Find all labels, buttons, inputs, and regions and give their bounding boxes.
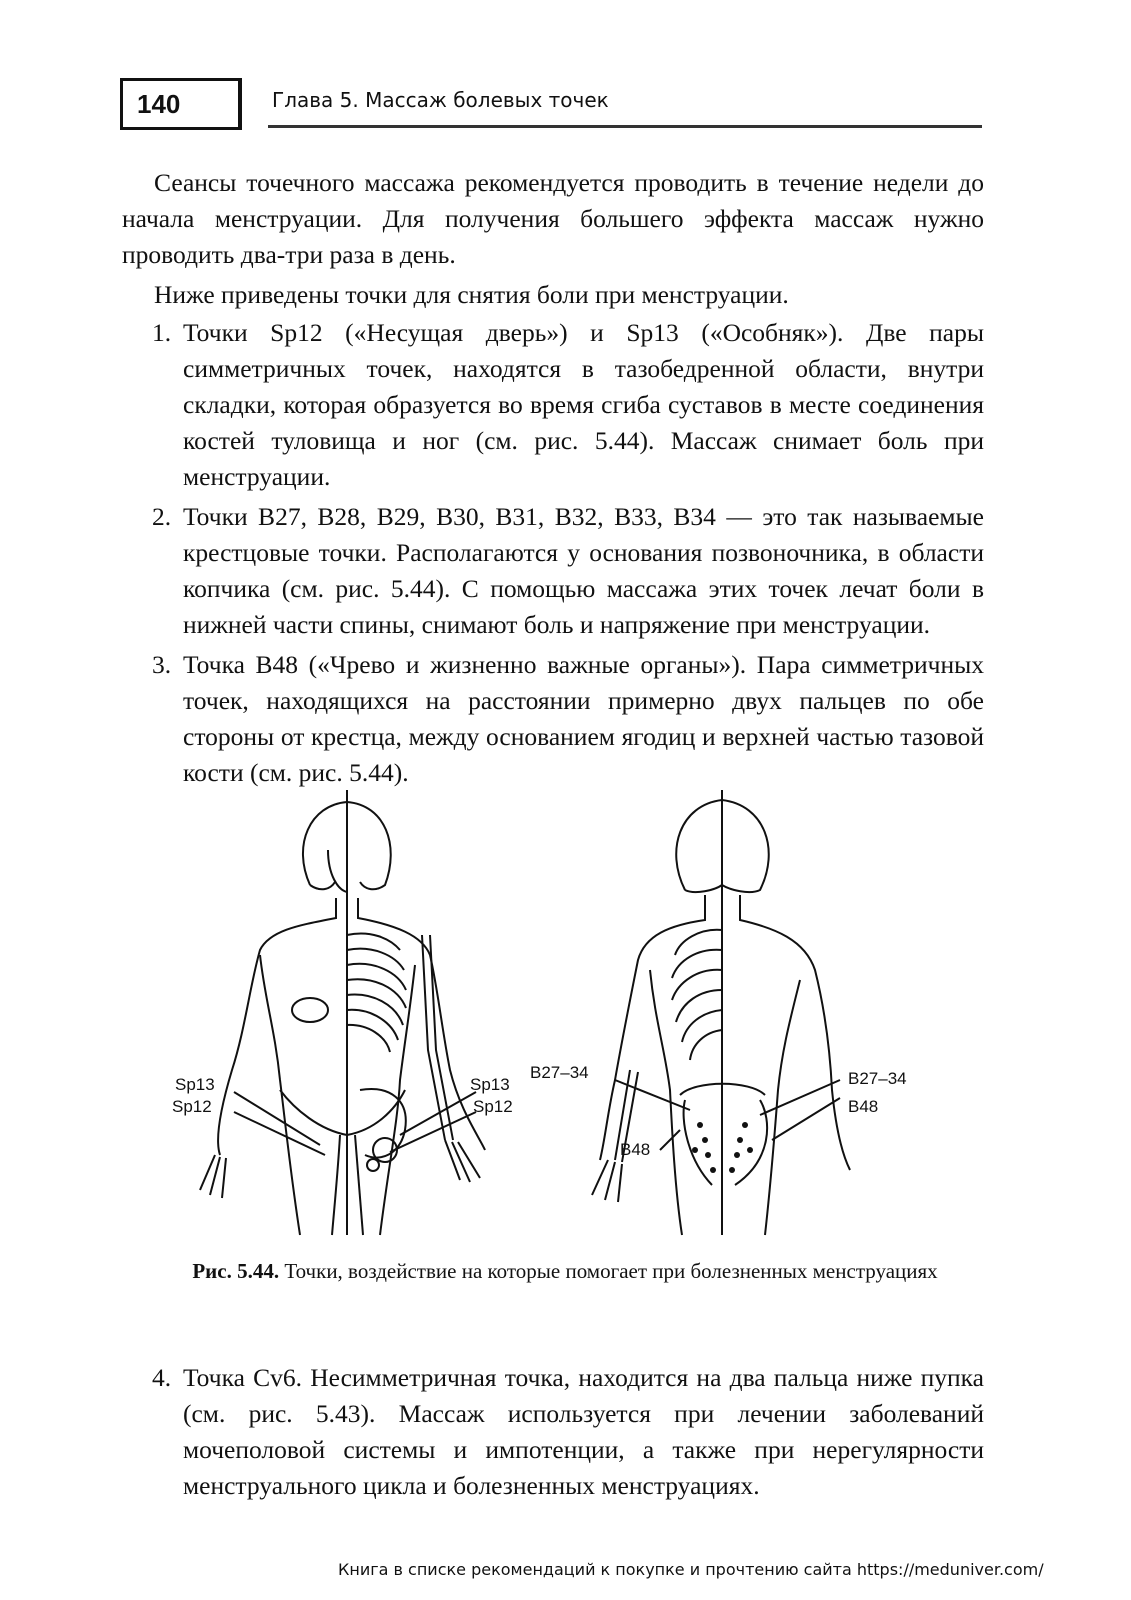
chapter-title: Глава 5. Массаж болевых точек (272, 88, 609, 112)
body-illustration (160, 790, 960, 1240)
points-list-continued (122, 1358, 984, 1508)
page-number: 140 (120, 78, 242, 130)
front-figure (200, 790, 485, 1235)
label-sp13-left: Sp13 (175, 1075, 215, 1094)
back-figure (592, 790, 850, 1235)
label-b48-left: B48 (620, 1140, 651, 1159)
footer-note: Книга в списке рекомендаций к покупке и прочтению сайта https://meduniver.com/ (338, 1560, 1044, 1579)
page-header (120, 78, 982, 136)
points-list (122, 315, 984, 791)
caption-label: Рис. 5.44. (192, 1259, 280, 1283)
body-text (122, 165, 984, 795)
label-b48-right: B48 (848, 1097, 879, 1116)
figure-caption (170, 1255, 960, 1287)
label-sp12-right: Sp12 (473, 1097, 513, 1116)
list-item: 3. Точка B48 («Чрево и жизненно важные органы»). Пара симметричных точек, находящихся на расстоянии примерно двух пальцев по обе стороны от крестца, между основанием ягодиц и верхней частью тазовой кости (см. рис. 5.44). (152, 650, 984, 787)
list-item: 1. Точки Sp12 («Несущая дверь») и Sp13 («Особняк»). Две пары симметричных точек, находятся в тазобедренной области, внутри складки, которая образуется во время сгиба суставов в месте соединения костей туловища и ног (см. рис. 5.44). Массаж снимает боль при менструации. (152, 318, 984, 491)
label-b27-34-right: B27–34 (848, 1069, 907, 1088)
intro-paragraph: Ниже приведены точки для снятия боли при менструации. (154, 280, 789, 309)
intro-paragraph: Сеансы точечного массажа рекомендуется проводить в течение недели до начала менструации. Для получения большего эффекта массаж нужно проводить два-три раза в день. (122, 168, 984, 269)
caption-text: Точки, воздействие на которые помогает при болезненных менструациях (284, 1259, 938, 1283)
list-item: 2. Точки B27, B28, B29, B30, B31, B32, B33, B34 — это так называемые крестцовые точки. Располагаются у основания позвоночника, в области копчика (см. рис. 5.44). С помощью массажа этих точек лечат боли в нижней части спины, снимают боль и напряжение при менструации. (152, 502, 984, 639)
header-rule (268, 125, 982, 128)
label-b27-34-left: B27–34 (530, 1063, 589, 1082)
label-sp13-right: Sp13 (470, 1075, 510, 1094)
figure-5-44 (160, 790, 960, 1240)
list-item: 4. Точка Cv6. Несимметричная точка, находится на два пальца ниже пупка (см. рис. 5.43). Массаж используется при лечении заболеваний мочеполовой системы и импотенции, а также при нерегулярности менструального цикла и болезненных менструациях. (152, 1363, 984, 1500)
label-sp12-left: Sp12 (172, 1097, 212, 1116)
